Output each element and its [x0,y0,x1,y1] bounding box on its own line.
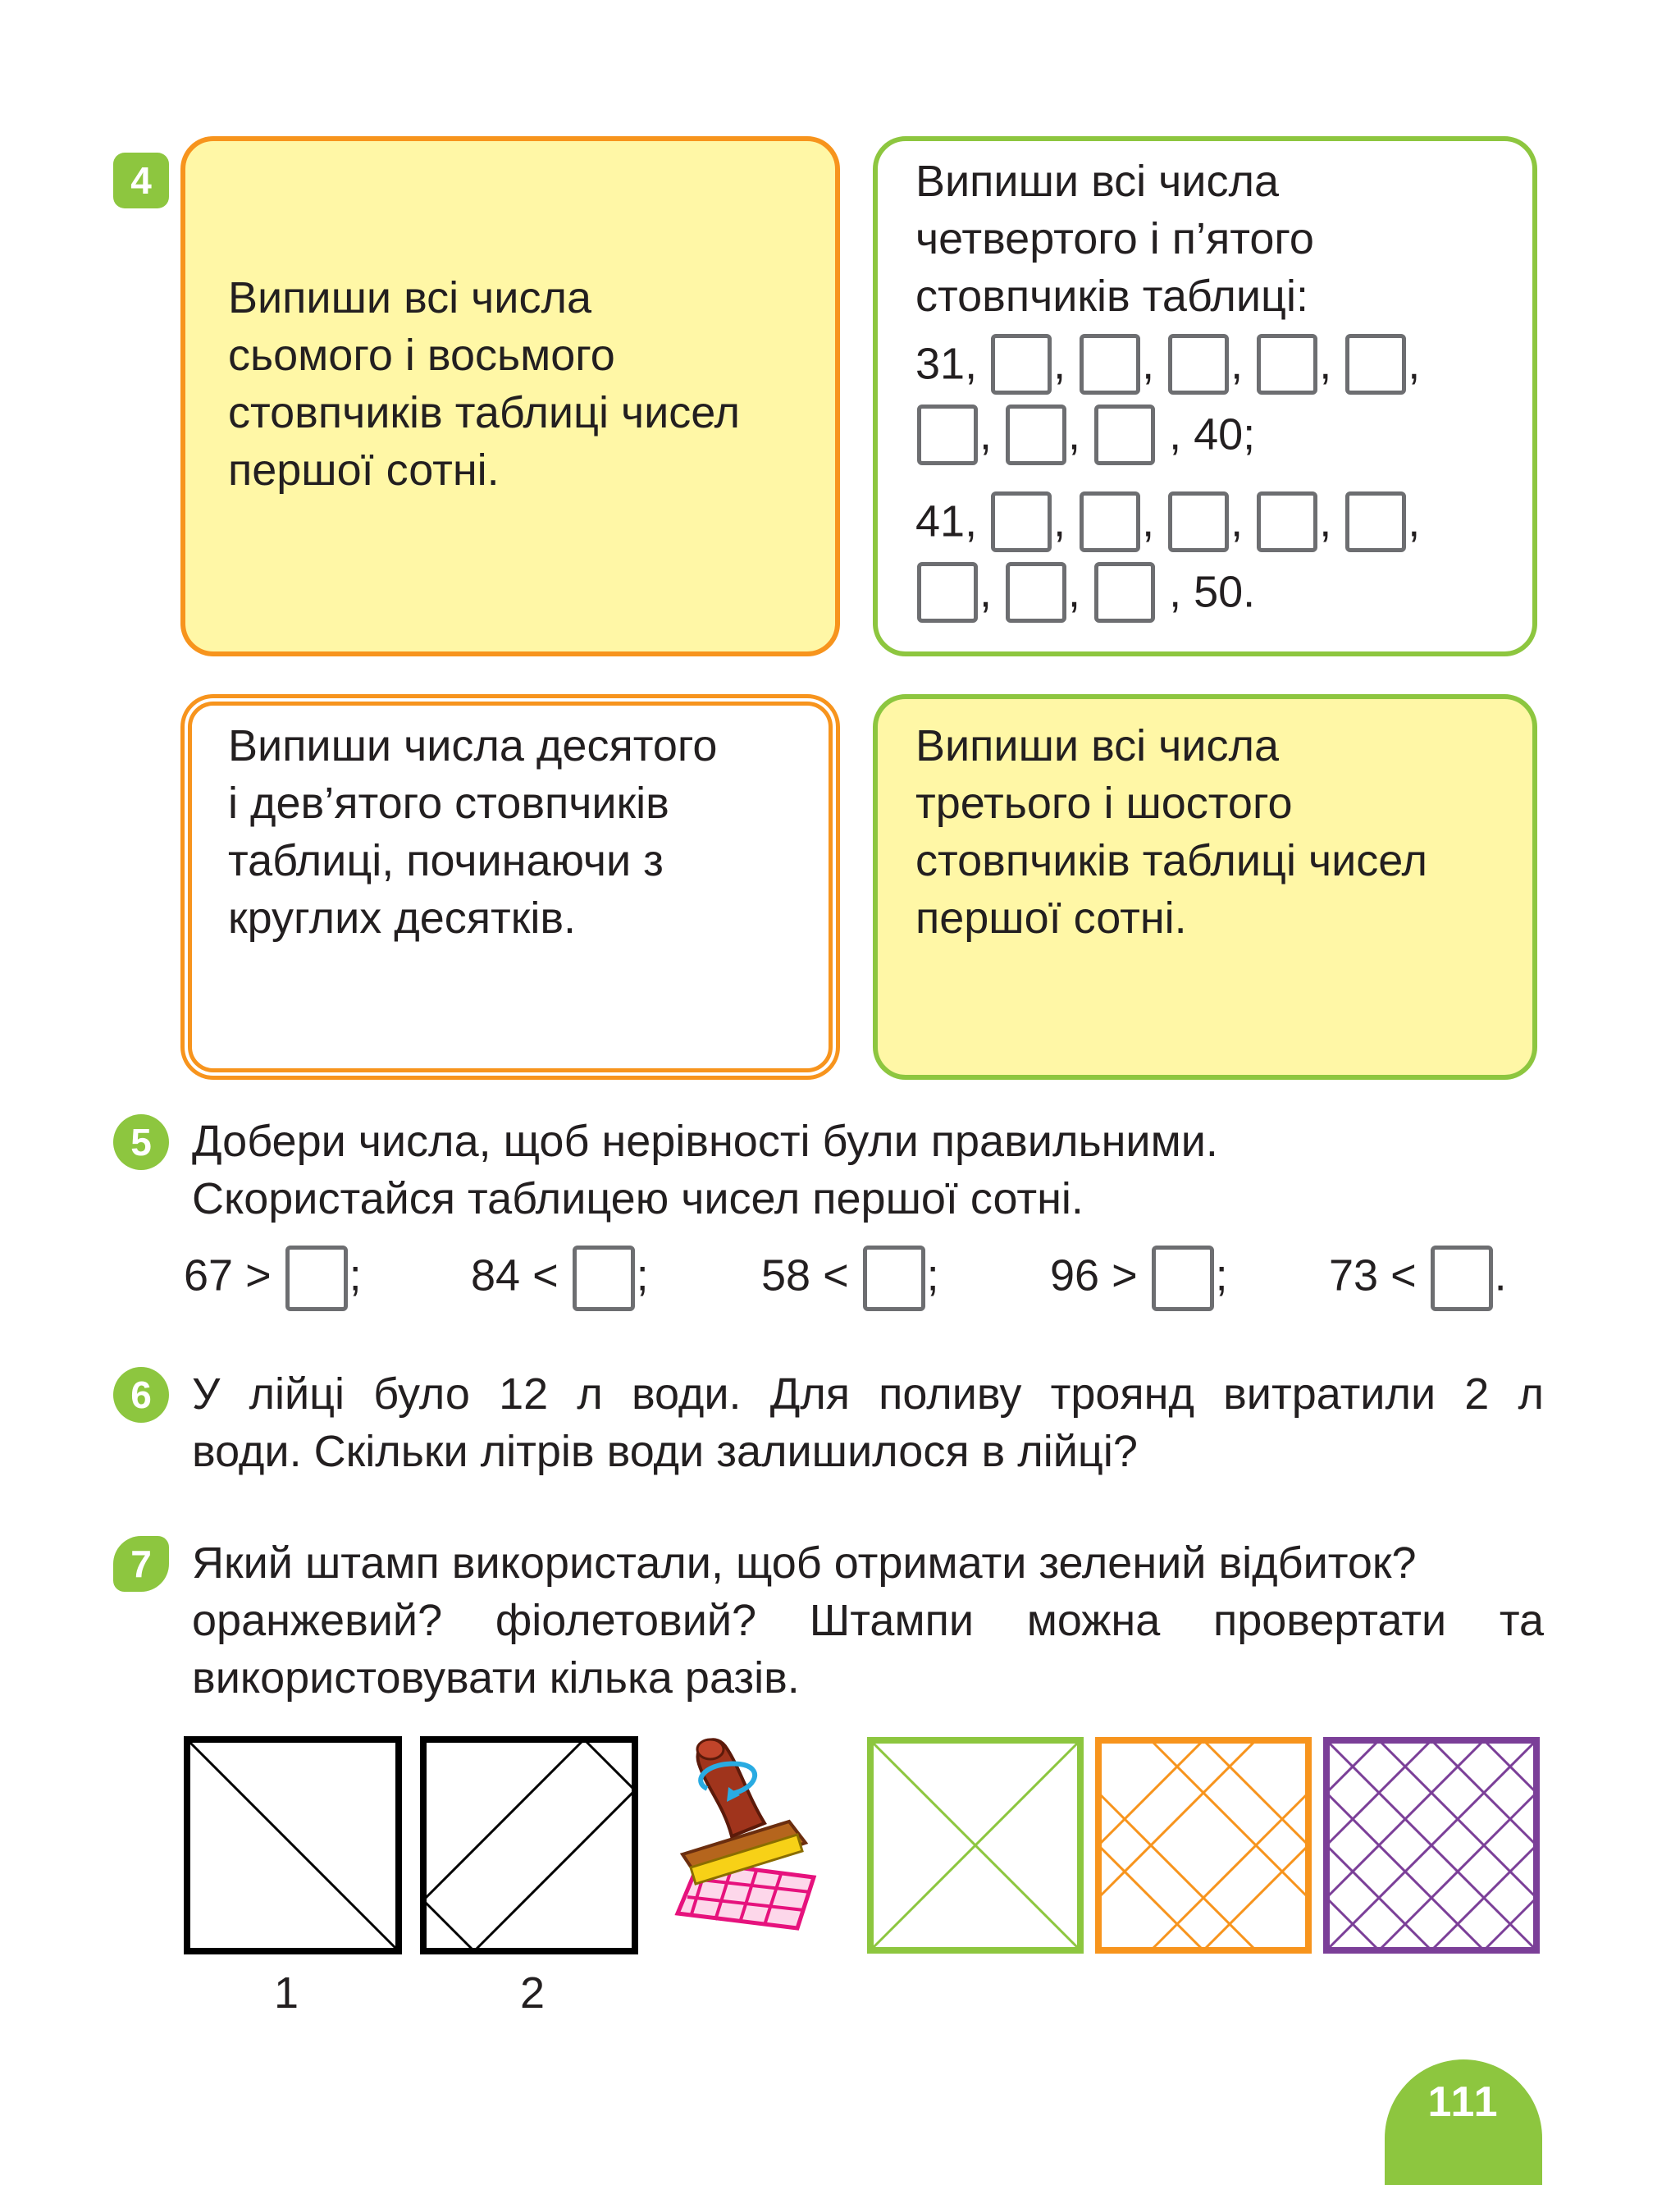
answer-box[interactable] [1152,1246,1214,1311]
inequality-3 [761,1246,939,1311]
rubber-stamp-illustration [674,1731,822,1936]
inequality-left: 84 < [471,1250,559,1300]
card-columns-3-6-text: Випиши всі числа третього і шостого стовпчиків таблиці чисел першої сотні. [915,721,1428,943]
task-4-card-columns-7-8 [180,136,840,656]
answer-box[interactable] [573,1246,635,1311]
inequality-end: ; [636,1250,649,1300]
sequence-row-31: 31, , , , , , [915,327,1420,399]
task-4-card-columns-4-5[interactable] [873,136,1537,656]
inequality-5 [1329,1246,1507,1311]
card-columns-4-5-text: Випиши всі числа четвертого і п’ятого стовпчиків таблиці: [915,157,1314,321]
answer-box[interactable] [1006,562,1066,623]
sequence-start-41: 41, [915,496,978,546]
answer-box[interactable] [1168,334,1229,395]
inequality-end: . [1494,1250,1507,1300]
sequence-end-50: , 50. [1169,567,1256,617]
answer-box[interactable] [1094,562,1155,623]
answer-box[interactable] [1080,491,1140,552]
sequence-end-40: , 40; [1169,409,1256,459]
task-6-line-1: У лійці було 12 л води. Для поливу троянд витратили 2 л [192,1369,1544,1419]
inequality-end: ; [926,1250,939,1300]
orange-print[interactable] [1094,1736,1312,1954]
sequence-row-31-cont: , , , 40; [915,397,1255,469]
inequality-left: 58 < [761,1250,849,1300]
answer-box[interactable] [991,491,1052,552]
inequality-left: 96 > [1050,1250,1138,1300]
task-7-line-1: Який штамп використали, щоб отримати зелений відбиток? [192,1538,1417,1588]
card-columns-7-8-text: Випиши всі числа сьомого і восьмого стовпчиків таблиці чисел першої сотні. [228,273,741,495]
sequence-row-41: 41, , , , , , [915,484,1420,556]
answer-box[interactable] [1257,491,1317,552]
card-columns-10-9-text: Випиши числа десятого і дев’ятого стовпчиків таблиці, починаючи з круглих десятків. [228,721,718,943]
page-number: 111 [1385,2059,1542,2185]
answer-box[interactable] [1168,491,1229,552]
inequality-left: 67 > [184,1250,272,1300]
task-4-badge: 4 [113,153,169,208]
stamp-1-label: 1 [274,1968,299,2018]
stamp-2-label: 2 [520,1968,546,2018]
inequality-1 [184,1246,362,1311]
answer-box[interactable] [1080,334,1140,395]
inequality-2 [471,1246,649,1311]
sequence-start-31: 31, [915,339,978,389]
purple-print[interactable] [1322,1736,1541,1954]
inequality-left: 73 < [1329,1250,1417,1300]
answer-box[interactable] [1431,1246,1493,1311]
inequality-end: ; [349,1250,362,1300]
task-6-badge: 6 [113,1367,169,1423]
answer-box[interactable] [1257,334,1317,395]
task-7-line-2: оранжевий? фіолетовий? Штампи можна провертати та [192,1596,1544,1645]
answer-box[interactable] [1345,491,1406,552]
sequence-row-41-cont: , , , 50. [915,555,1255,627]
green-print[interactable] [866,1736,1084,1954]
answer-box[interactable] [991,334,1052,395]
task-4-card-columns-10-9 [180,694,840,1080]
answer-box[interactable] [863,1246,925,1311]
answer-box[interactable] [1006,405,1066,465]
stamp-1[interactable] [184,1736,402,1954]
task-4-card-columns-3-6 [873,694,1537,1080]
answer-box[interactable] [1094,405,1155,465]
answer-box[interactable] [285,1246,348,1311]
answer-box[interactable] [917,562,978,623]
inequality-4 [1050,1246,1228,1311]
task-6-line-2: води. Скільки літрів води залишилося в лійці? [192,1427,1138,1476]
answer-box[interactable] [917,405,978,465]
stamp-2[interactable] [420,1736,638,1954]
task-7-badge: 7 [113,1536,169,1592]
task-5-badge: 5 [113,1114,169,1170]
inequality-end: ; [1215,1250,1228,1300]
task-5-text: Добери числа, щоб нерівності були правильними. Скористайся таблицею чисел першої сотні. [192,1117,1218,1223]
answer-box[interactable] [1345,334,1406,395]
task-7-line-3: використовувати кілька разів. [192,1653,800,1703]
